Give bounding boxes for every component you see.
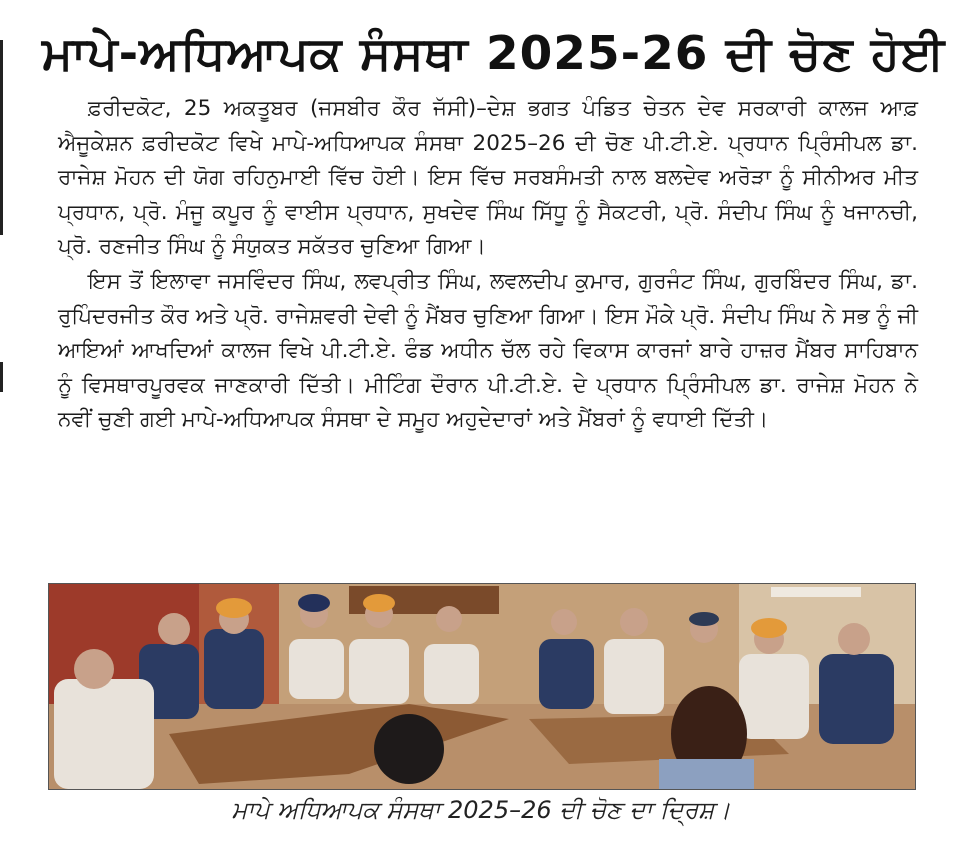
article-headline: ਮਾਪੇ-ਅਧਿਆਪਕ ਸੰਸਥਾ 2025-26 ਦੀ ਚੋਣ ਹੋਈ <box>42 26 946 80</box>
meeting-photo <box>48 583 916 790</box>
left-edge-mark-top <box>0 40 3 235</box>
article-paragraph-1: ਫ਼ਰੀਦਕੋਟ, 25 ਅਕਤੂਬਰ (ਜਸਬੀਰ ਕੌਰ ਜੱਸੀ)–ਦੇਸ਼ ਭਗਤ ਪੰਡਿਤ ਚੇਤਨ ਦੇਵ ਸਰਕਾਰੀ ਕਾਲਜ ਆਫ਼ ਐਜੂਕੇਸ਼ਨ ਫ਼ਰੀਦਕੋਟ ਵਿਖੇ ਮਾਪੇ-ਅਧਿਆਪਕ ਸੰਸਥਾ 2025–26 ਦੀ ਚੋਣ ਪੀ.ਟੀ.ਏ. ਪ੍ਰਧਾਨ ਪ੍ਰਿੰਸੀਪਲ ਡਾ. ਰਾਜੇਸ਼ ਮੋਹਨ ਦੀ ਯੋਗ ਰਹਿਨੁਮਾਈ ਵਿੱਚ ਹੋਈ। ਇਸ ਵਿੱਚ ਸਰਬਸੰਮਤੀ ਨਾਲ ਬਲਦੇਵ ਅਰੋੜਾ ਨੂੰ ਸੀਨੀਅਰ ਮੀਤ ਪ੍ਰਧਾਨ, ਪ੍ਰੋ. ਮੰਜੂ ਕਪੂਰ ਨੂੰ ਵਾਈਸ ਪ੍ਰਧਾਨ, ਸੁਖਦੇਵ ਸਿੰਘ ਸਿੱਧੂ ਨੂੰ ਸੈਕਟਰੀ, ਪ੍ਰੋ. ਸੰਦੀਪ ਸਿੰਘ ਨੂੰ ਖਜਾਨਚੀ, ਪ੍ਰੋ. ਰਣਜੀਤ ਸਿੰਘ ਨੂੰ ਸੰਯੁਕਤ ਸਕੱਤਰ ਚੁਣਿਆ ਗਿਆ। <box>58 96 918 260</box>
photo-caption: ਮਾਪੇ ਅਧਿਆਪਕ ਸੰਸਥਾ 2025–26 ਦੀ ਚੋਣ ਦਾ ਦ੍ਰਿਸ਼। <box>231 796 731 824</box>
article-paragraph-2: ਇਸ ਤੋਂ ਇਲਾਵਾ ਜਸਵਿੰਦਰ ਸਿੰਘ, ਲਵਪ੍ਰੀਤ ਸਿੰਘ, ਲਵਲਦੀਪ ਕੁਮਾਰ, ਗੁਰਜੰਟ ਸਿੰਘ, ਗੁਰਬਿੰਦਰ ਸਿੰਘ, ਡਾ. ਰੁਪਿੰਦਰਜੀਤ ਕੌਰ ਅਤੇ ਪ੍ਰੋ. ਰਾਜੇਸ਼ਵਰੀ ਦੇਵੀ ਨੂੰ ਮੈਂਬਰ ਚੁਣਿਆ ਗਿਆ। ਇਸ ਮੌਕੇ ਪ੍ਰੋ. ਸੰਦੀਪ ਸਿੰਘ ਨੇ ਸਭ ਨੂੰ ਜੀ ਆਇਆਂ ਆਖਦਿਆਂ ਕਾਲਜ ਵਿਖੇ ਪੀ.ਟੀ.ਏ. ਫੰਡ ਅਧੀਨ ਚੱਲ ਰਹੇ ਵਿਕਾਸ ਕਾਰਜਾਂ ਬਾਰੇ ਹਾਜ਼ਰ ਮੈਂਬਰ ਸਾਹਿਬਾਨ ਨੂੰ ਵਿਸਥਾਰਪੂਰਵਕ ਜਾਣਕਾਰੀ ਦਿੱਤੀ। ਮੀਟਿੰਗ ਦੌਰਾਨ ਪੀ.ਟੀ.ਏ. ਦੇ ਪ੍ਰਧਾਨ ਪ੍ਰਿੰਸੀਪਲ ਡਾ. ਰਾਜੇਸ਼ ਮੋਹਨ ਨੇ ਨਵੀਂ ਚੁਣੀ ਗਈ ਮਾਪੇ-ਅਧਿਆਪਕ ਸੰਸਥਾ ਦੇ ਸਮੂਹ ਅਹੁਦੇਦਾਰਾਂ ਅਤੇ ਮੈਂਬਰਾਂ ਨੂੰ ਵਧਾਈ ਦਿੱਤੀ। <box>58 268 918 433</box>
meeting-photo-illustration <box>49 584 915 789</box>
article-body <box>58 92 918 438</box>
left-edge-mark-bottom <box>0 362 3 392</box>
